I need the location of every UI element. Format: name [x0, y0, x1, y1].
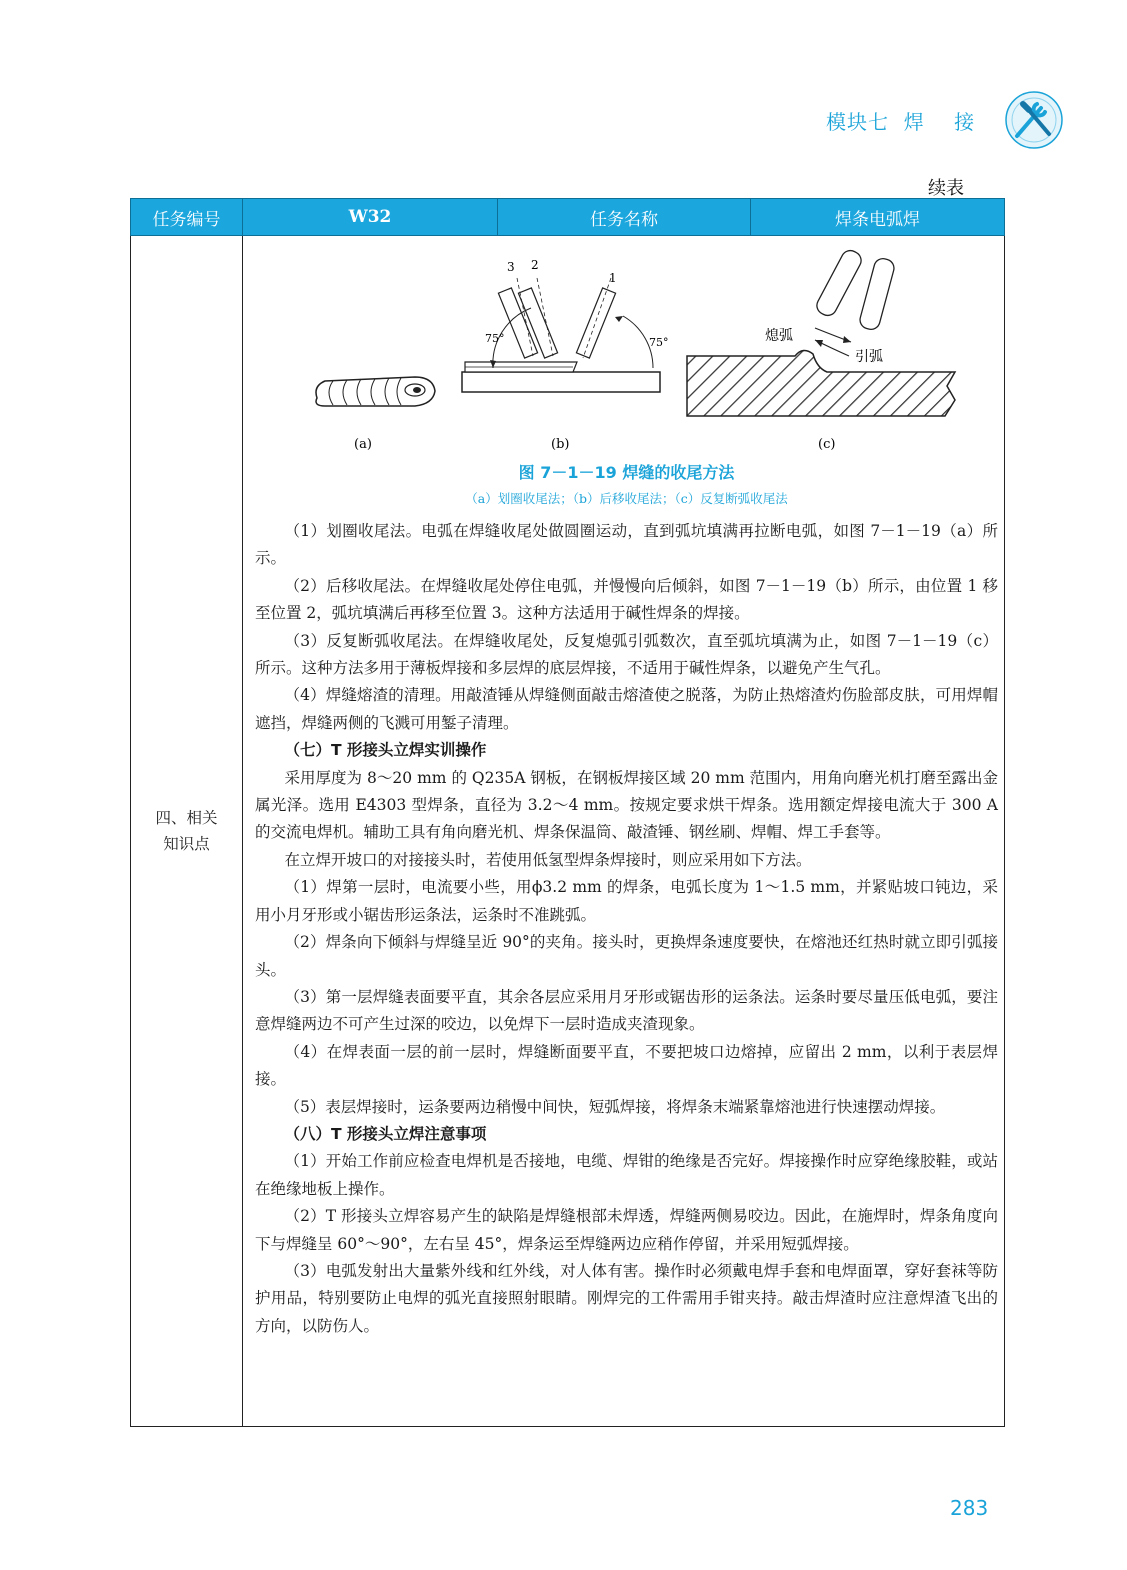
figure-a-weld-bead — [316, 377, 435, 406]
content-row — [131, 236, 1005, 1427]
figure-label-arc-on: 熄弧 — [765, 328, 793, 344]
paragraph: （4）焊缝熔渣的清理。用敲渣锤从焊缝侧面敲击熔渣使之脱落，为防止热熔渣灼伤脸部皮肤，可用焊帽遮挡，焊缝两侧的飞溅可用錾子清理。 — [255, 686, 998, 732]
figure-label-angle-left: 75° — [485, 332, 505, 345]
header-task-name-label: 任务名称 — [498, 199, 751, 236]
section-heading-8: （八）T 形接头立焊注意事项 — [284, 1124, 487, 1143]
paragraph: （3）第一层焊缝表面要平直，其余各层应采用月牙形或锯齿形的运条法。运条时要尽量压低电弧，要注意焊缝两边不可产生过深的咬边，以免焊下一层时造成夹渣现象。 — [255, 987, 998, 1034]
paragraph: （3）电弧发射出大量紫外线和红外线，对人体有害。操作时必须戴电焊手套和电焊面罩，穿好套袜等防护用品，特别要防止电焊的弧光直接照射眼睛。刚焊完的工件需用手钳夹持。敲击焊渣时应注意焊渣飞出的方向，以防伤人。 — [255, 1261, 998, 1335]
body-text — [255, 518, 998, 1340]
paragraph: （1）开始工作前应检查电焊机是否接地，电缆、焊钳的绝缘是否完好。焊接操作时应穿绝缘胶鞋，或站在绝缘地板上操作。 — [255, 1152, 998, 1198]
paragraph: （1）划圈收尾法。电弧在焊缝收尾处做圆圈运动，直到弧坑填满再拉断电弧，如图 7－1－19（a）所示。 — [255, 522, 998, 568]
header-task-name-value: 焊条电弧焊 — [751, 199, 1005, 236]
paragraph: （2）焊条向下倾斜与焊缝呈近 90°的夹角。接头时，更换焊条速度要快，在熔池还红热时就立即引弧接头。 — [255, 933, 998, 979]
paragraph: （2）后移收尾法。在焊缝收尾处停住电弧，并慢慢向后倾斜，如图 7－1－19（b）所示，由位置 1 移至位置 2，弧坑填满后再移至位置 3。这种方法适用于碱性焊条的焊接。 — [255, 576, 998, 623]
module-title: 模块七 焊 接 — [826, 110, 976, 134]
section-heading-7: （七）T 形接头立焊实训操作 — [284, 741, 487, 760]
figure-label-pos1: 1 — [609, 271, 617, 285]
paragraph: （3）反复断弧收尾法。在焊缝收尾处，反复熄弧引弧数次，直至弧坑填满为止，如图 7－1－19（c）所示。这种方法多用于薄板焊接和多层焊的底层焊接，不适用于碱性焊条，以避免产生气孔。 — [255, 631, 998, 678]
paragraph: 在立焊开坡口的对接接头时，若使用低氢型焊条焊接时，则应采用如下方法。 — [284, 850, 812, 869]
header-task-id-label: 任务编号 — [131, 199, 243, 236]
figure-c-diagram — [687, 247, 955, 416]
figure-label-b: (b) — [551, 437, 570, 452]
side-label-line1: 四、相关 — [155, 809, 218, 827]
figure-subcaption: （a）划圈收尾法；（b）后移收尾法；（c）反复断弧收尾法 — [465, 491, 788, 506]
page-number: 283 — [950, 1496, 989, 1520]
paragraph: （4）在焊表面一层的前一层时，焊缝断面要平直，不要把坡口边熔掉，应留出 2 mm，以利于表层焊接。 — [255, 1042, 998, 1089]
figure-label-arc-strike: 引弧 — [855, 349, 883, 365]
figure-caption: 图 7－1－19 焊缝的收尾方法 — [518, 463, 735, 482]
header-task-id-value: W32 — [243, 199, 498, 236]
figure-label-a: (a) — [354, 437, 372, 452]
figure-label-angle-right: 75° — [649, 336, 669, 349]
side-label — [131, 236, 243, 1427]
wrench-screwdriver-icon — [1003, 90, 1065, 150]
paragraph: （5）表层焊接时，运条要两边稍慢中间快，短弧焊接，将焊条末端紧靠熔池进行快速摆动焊接。 — [284, 1097, 946, 1116]
side-label-line2: 知识点 — [163, 835, 210, 853]
continued-label: 续表 — [928, 178, 964, 199]
figure-label-pos3: 3 — [507, 260, 515, 274]
task-table — [130, 198, 1005, 1427]
table-header-row — [131, 199, 1005, 236]
paragraph: 采用厚度为 8～20 mm 的 Q235A 钢板，在钢板焊接区域 20 mm 范围内，用角向磨光机打磨至露出金属光泽。选用 E4303 型焊条，直径为 3.2～4 mm。按规定要求烘干焊条。选用额定焊接电流大于 300 A 的交流电焊机。辅助工具有角向磨光机、焊条保温筒、敲渣锤、钢丝刷、焊帽、焊工手套等。 — [255, 768, 998, 842]
content-cell — [243, 236, 1005, 1427]
figure-label-c: (c) — [818, 437, 836, 452]
figure-label-pos2: 2 — [531, 258, 539, 272]
paragraph: （2）T 形接头立焊容易产生的缺陷是焊缝根部未焊透，焊缝两侧易咬边。因此，在施焊时，焊条角度向下与焊缝呈 60°～90°，左右呈 45°，焊条运至焊缝两边应稍作停留，并采用短弧焊接。 — [255, 1207, 998, 1253]
paragraph: （1）焊第一层时，电流要小些，用ϕ3.2 mm 的焊条，电弧长度为 1～1.5 mm，并紧贴坡口钝边，采用小月牙形或小锯齿形运条法，运条时不准跳弧。 — [255, 878, 998, 924]
figure-7-1-19 — [255, 236, 998, 518]
